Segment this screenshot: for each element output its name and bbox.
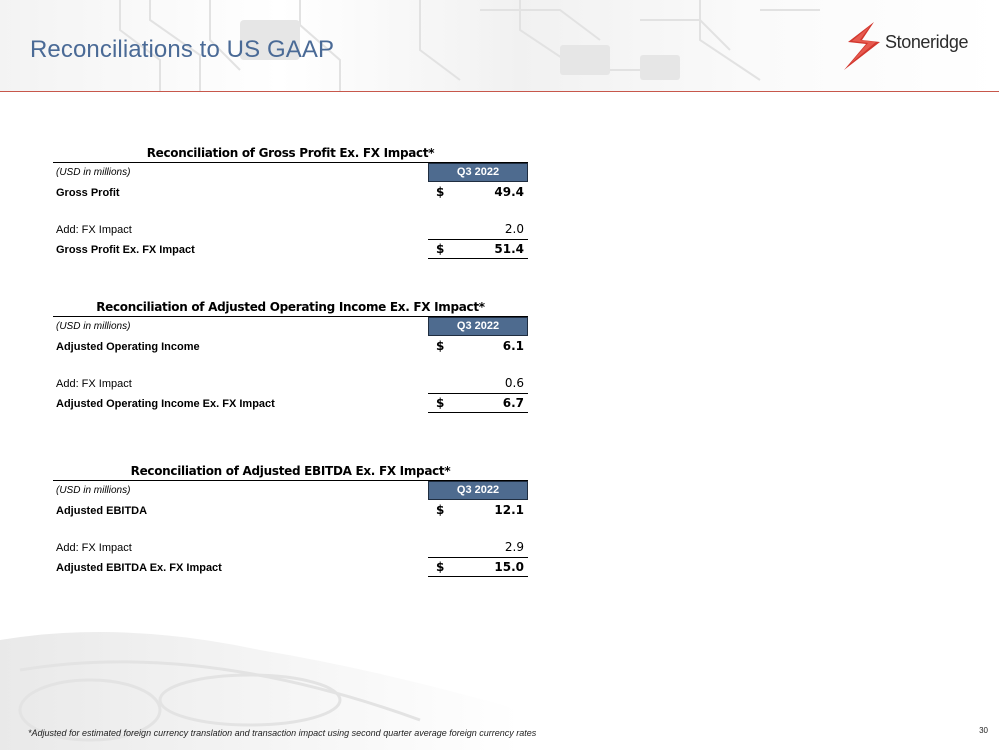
table-title: Reconciliation of Adjusted Operating Income Ex. FX Impact* bbox=[96, 300, 485, 314]
row-label: Adjusted EBITDA bbox=[56, 505, 148, 517]
row-label: Gross Profit bbox=[56, 187, 120, 199]
row-label: Adjusted Operating Income Ex. FX Impact bbox=[56, 398, 275, 410]
total-rule bbox=[428, 576, 528, 577]
row-label: Adjusted EBITDA Ex. FX Impact bbox=[56, 562, 222, 574]
row-value: 51.4 bbox=[494, 242, 524, 256]
period-header: Q3 2022 bbox=[428, 317, 528, 336]
currency-symbol: $ bbox=[436, 396, 445, 410]
table-title: Reconciliation of Gross Profit Ex. FX Impact* bbox=[146, 146, 435, 160]
logo-text: Stoneridge bbox=[885, 32, 969, 52]
row-label: Add: FX Impact bbox=[56, 542, 132, 554]
currency-symbol: $ bbox=[436, 560, 445, 574]
subtotal-rule bbox=[428, 239, 528, 240]
total-rule bbox=[428, 412, 528, 413]
stoneridge-logo[interactable] bbox=[840, 20, 990, 72]
subtotal-rule bbox=[428, 393, 528, 394]
unit-label: (USD in millions) bbox=[56, 485, 131, 496]
row-value: 12.1 bbox=[494, 503, 524, 517]
row-label: Gross Profit Ex. FX Impact bbox=[56, 244, 195, 256]
table-title: Reconciliation of Adjusted EBITDA Ex. FX Impact* bbox=[130, 464, 451, 478]
stoneridge-s-icon bbox=[840, 20, 888, 72]
row-value: 6.1 bbox=[502, 339, 524, 353]
header-divider bbox=[0, 91, 999, 92]
row-value: 2.9 bbox=[504, 540, 524, 554]
unit-label: (USD in millions) bbox=[56, 321, 131, 332]
period-header: Q3 2022 bbox=[428, 481, 528, 500]
slide-header bbox=[0, 0, 999, 92]
row-label: Add: FX Impact bbox=[56, 378, 132, 390]
row-value: 2.0 bbox=[504, 222, 524, 236]
currency-symbol: $ bbox=[436, 185, 445, 199]
row-value: 6.7 bbox=[502, 396, 524, 410]
page-title: Reconciliations to US GAAP bbox=[30, 36, 335, 63]
currency-symbol: $ bbox=[436, 339, 445, 353]
subtotal-rule bbox=[428, 557, 528, 558]
row-value: 0.6 bbox=[504, 376, 524, 390]
page-number: 30 bbox=[979, 726, 988, 735]
row-value: 49.4 bbox=[494, 185, 524, 199]
unit-label: (USD in millions) bbox=[56, 167, 131, 178]
period-header: Q3 2022 bbox=[428, 163, 528, 182]
currency-symbol: $ bbox=[436, 503, 445, 517]
row-value: 15.0 bbox=[494, 560, 524, 574]
row-label: Add: FX Impact bbox=[56, 224, 132, 236]
total-rule bbox=[428, 258, 528, 259]
row-label: Adjusted Operating Income bbox=[56, 341, 200, 353]
currency-symbol: $ bbox=[436, 242, 445, 256]
footnote: *Adjusted for estimated foreign currency translation and transaction impact using second quarter average foreign currency rates bbox=[28, 728, 537, 738]
